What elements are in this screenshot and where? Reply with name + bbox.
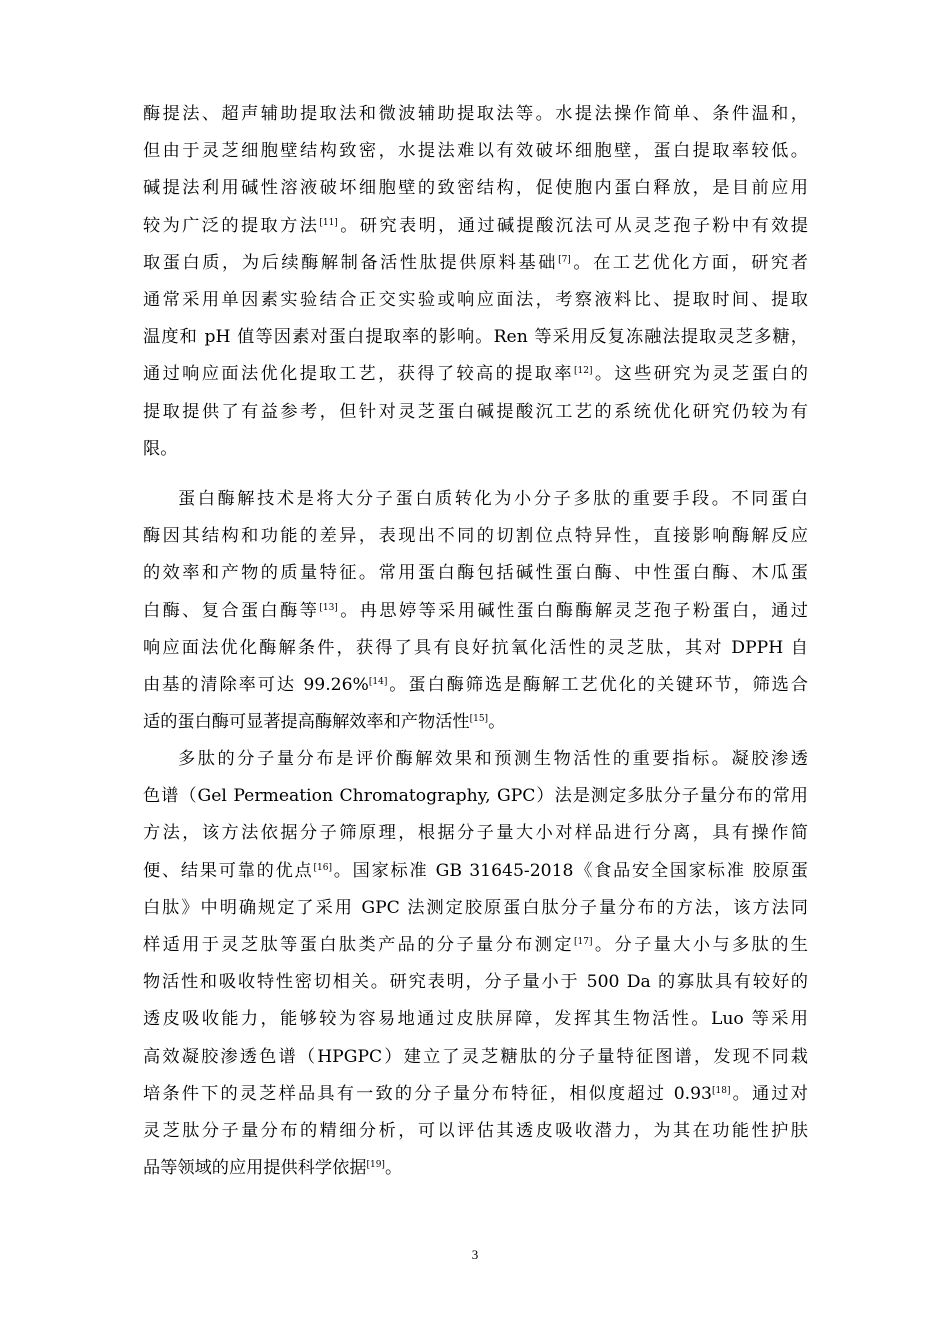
text-line: 物活性和吸收特性密切相关。研究表明，分子量小于 500 Da 的寡肽具有较好的 xyxy=(143,972,808,993)
text-line: 高效凝胶渗透色谱（HPGPC）建立了灵芝糖肽的分子量特征图谱，发现不同栽 xyxy=(143,1046,808,1067)
text-line: 的效率和产物的质量特征。常用蛋白酶包括碱性蛋白酶、中性蛋白酶、木瓜蛋 xyxy=(143,563,808,584)
paragraph-enzymatic-hydrolysis xyxy=(143,481,808,741)
citation-marker: [17] xyxy=(574,936,593,947)
text-line: 培条件下的灵芝样品具有一致的分子量分布特征，相似度超过 0.93[18]。通过对 xyxy=(143,1083,808,1104)
text-line: 品等领域的应用提供科学依据[19]。 xyxy=(143,1158,403,1179)
text-line: 白酶、复合蛋白酶等[13]。冉思婷等采用碱性蛋白酶酶解灵芝孢子粉蛋白，通过 xyxy=(143,600,808,621)
citation-marker: [16] xyxy=(313,862,332,873)
text-line: 通过响应面法优化提取工艺，获得了较高的提取率[12]。这些研究为灵芝蛋白的 xyxy=(143,364,808,385)
text-line: 酶因其结构和功能的差异，表现出不同的切割位点特异性，直接影响酶解反应 xyxy=(143,526,808,547)
text-line: 便、结果可靠的优点[16]。国家标准 GB 31645-2018《食品安全国家标准 胶原蛋 xyxy=(143,860,808,881)
text-line: 但由于灵芝细胞壁结构致密，水提法难以有效破坏细胞壁，蛋白提取率较低。 xyxy=(143,141,808,162)
citation-marker: [18] xyxy=(712,1085,731,1096)
citation-marker: [15] xyxy=(469,714,489,725)
text-line: 适的蛋白酶可显著提高酶解效率和产物活性[15]。 xyxy=(143,712,506,733)
text-line: 色谱（Gel Permeation Chromatography, GPC）法是测定多肽分子量分布的常用 xyxy=(143,786,808,807)
citation-marker: [14] xyxy=(368,676,388,687)
text-line: 多肽的分子量分布是评价酶解效果和预测生物活性的重要指标。凝胶渗透 xyxy=(178,749,808,769)
citation-marker: [11] xyxy=(319,217,338,228)
text-line: 样适用于灵芝肽等蛋白肽类产品的分子量分布测定[17]。分子量大小与多肽的生 xyxy=(143,934,808,955)
text-line: 温度和 pH 值等因素对蛋白提取率的影响。Ren 等采用反复冻融法提取灵芝多糖， xyxy=(143,327,808,348)
text-line: 方法，该方法依据分子筛原理，根据分子量大小对样品进行分离，具有操作简 xyxy=(143,823,808,844)
text-line: 透皮吸收能力，能够较为容易地通过皮肤屏障，发挥其生物活性。Luo 等采用 xyxy=(143,1009,808,1030)
text-line: 灵芝肽分子量分布的精细分析，可以评估其透皮吸收潜力，为其在功能性护肤 xyxy=(143,1120,808,1141)
text-line: 白肽》中明确规定了采用 GPC 法测定胶原蛋白肽分子量分布的方法，该方法同 xyxy=(143,897,809,918)
text-line: 酶提法、超声辅助提取法和微波辅助提取法等。水提法操作简单、条件温和， xyxy=(143,104,808,124)
text-line: 通常采用单因素实验结合正交实验或响应面法，考察液料比、提取时间、提取 xyxy=(143,289,808,310)
text-line: 响应面法优化酶解条件，获得了具有良好抗氧化活性的灵芝肽，其对 DPPH 自 xyxy=(143,637,808,658)
citation-marker: [12] xyxy=(574,366,593,377)
text-line: 较为广泛的提取方法[11]。研究表明，通过碱提酸沉法可从灵芝孢子粉中有效提 xyxy=(143,215,808,236)
text-line: 由基的清除率可达 99.26%[14]。蛋白酶筛选是酶解工艺优化的关键环节，筛选合 xyxy=(143,674,808,695)
paragraph-molecular-weight xyxy=(143,741,808,1187)
text-line: 限。 xyxy=(143,438,178,459)
citation-marker: [19] xyxy=(366,1160,385,1171)
page-number: 3 xyxy=(471,1247,479,1262)
text-line: 取蛋白质，为后续酶解制备活性肽提供原料基础[7]。在工艺优化方面，研究者 xyxy=(143,252,808,273)
citation-marker: [13] xyxy=(319,602,338,613)
text-line: 蛋白酶解技术是将大分子蛋白质转化为小分子多肽的重要手段。不同蛋白 xyxy=(178,489,808,509)
citation-marker: [7] xyxy=(558,254,571,265)
paragraph-extraction-methods xyxy=(143,96,808,468)
text-line: 碱提法利用碱性溶液破坏细胞壁的致密结构，促使胞内蛋白释放，是目前应用 xyxy=(143,178,808,199)
text-line: 提取提供了有益参考，但针对灵芝蛋白碱提酸沉工艺的系统优化研究仍较为有 xyxy=(143,401,808,422)
